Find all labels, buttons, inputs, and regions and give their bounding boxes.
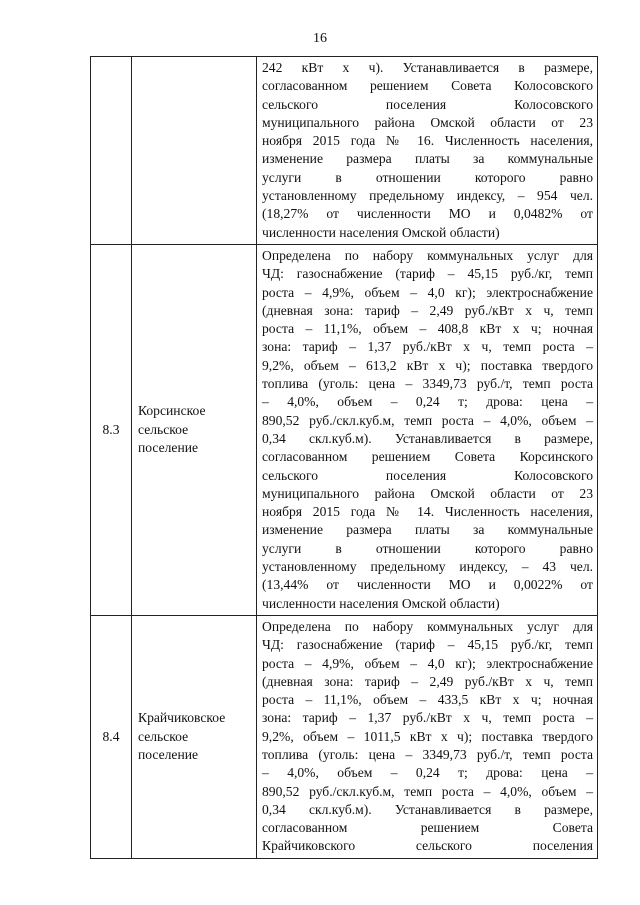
settlement-name-cell [132, 244, 257, 615]
text-line: изменение размера платы за коммунальные [262, 151, 593, 167]
row-number-cell [91, 57, 132, 245]
settlement-name-cell [132, 615, 257, 858]
settlement-name-line: поселение [138, 746, 199, 762]
text-line: (18,27% от численности МО и 0,0482% от [262, 206, 593, 222]
text-line: топлива (уголь: цена – 3349,73 руб./т, темп роста [262, 746, 593, 762]
text-line: установленному предельному индексу, – 43 чел. [262, 559, 593, 575]
row-number-cell: 8.3 [91, 244, 132, 615]
text-line: Крайчиковского сельского поселения [262, 838, 593, 854]
page-number: 16 [313, 31, 327, 46]
text-line: Определена по набору коммунальных услуг для [262, 618, 593, 634]
settlement-name-line: Корсинское [138, 403, 206, 419]
text-line: 9,2%, объем – 613,2 кВт х ч); поставка твердого [262, 357, 593, 373]
description-cell [257, 615, 598, 858]
text-line: 9,2%, объем – 1011,5 кВт х ч); поставка твердого [262, 728, 593, 744]
text-line: топлива (уголь: цена – 3349,73 руб./т, темп роста [262, 376, 593, 392]
text-line: муниципального района Омской области от 23 [262, 114, 593, 130]
text-line: согласованном решением Совета Колосовского [262, 78, 593, 94]
text-line: сельского поселения Колосовского [262, 467, 593, 483]
settlement-name-line: сельское [138, 421, 189, 437]
text-line: согласованном решением Совета Корсинского [262, 449, 593, 465]
text-line: сельского поселения Колосовского [262, 96, 593, 112]
text-line: ноября 2015 года № 16. Численность населения, [262, 133, 593, 149]
text-line: изменение размера платы за коммунальные [262, 522, 593, 538]
table-row [91, 57, 598, 245]
text-line: роста – 4,9%, объем – 4,0 кг); электроснабжение [262, 284, 593, 300]
text-line: согласованном решением Совета [262, 820, 593, 836]
text-line: роста – 11,1%, объем – 408,8 кВт х ч; ночная [262, 321, 593, 337]
text-line: роста – 11,1%, объем – 433,5 кВт х ч; ночная [262, 692, 593, 708]
text-line: ЧД: газоснабжение (тариф – 45,15 руб./кг, темп [262, 266, 593, 282]
text-line: 890,52 руб./скл.куб.м, темп роста – 4,0%, объем – [262, 783, 593, 799]
settlement-name-line: сельское [138, 728, 189, 744]
text-line: – 4,0%, объем – 0,24 т; дрова: цена – [262, 394, 593, 410]
description-cell [257, 57, 598, 245]
text-line: ЧД: газоснабжение (тариф – 45,15 руб./кг, темп [262, 637, 593, 653]
row-number-cell: 8.4 [91, 615, 132, 858]
text-line: установленному предельному индексу, – 954 чел. [262, 188, 593, 204]
text-line: Определена по набору коммунальных услуг для [262, 247, 593, 263]
settlements-table [90, 56, 598, 859]
text-line: зона: тариф – 1,37 руб./кВт х ч, темп роста – [262, 710, 593, 726]
table-row [91, 244, 598, 615]
description-cell [257, 244, 598, 615]
settlement-name-cell [132, 57, 257, 245]
text-line: – 4,0%, объем – 0,24 т; дрова: цена – [262, 765, 593, 781]
text-line: (13,44% от численности МО и 0,0022% от [262, 577, 593, 593]
table-row [91, 615, 598, 858]
text-line: (дневная зона: тариф – 2,49 руб./кВт х ч, темп [262, 302, 593, 318]
text-line: 890,52 руб./скл.куб.м, темп роста – 4,0%, объем – [262, 412, 593, 428]
text-line: роста – 4,9%, объем – 4,0 кг); электроснабжение [262, 655, 593, 671]
text-line: численности населения Омской области) [262, 595, 500, 611]
text-line: зона: тариф – 1,37 руб./кВт х ч, темп роста – [262, 339, 593, 355]
text-line: 0,34 скл.куб.м). Устанавливается в размере, [262, 801, 593, 817]
text-line: (дневная зона: тариф – 2,49 руб./кВт х ч, темп [262, 673, 593, 689]
text-line: муниципального района Омской области от 23 [262, 485, 593, 501]
text-line: услуги в отношении которого равно [262, 540, 593, 556]
settlement-name-line: Крайчиковское [138, 710, 226, 726]
text-line: 0,34 скл.куб.м). Устанавливается в размере, [262, 430, 593, 446]
text-line: численности населения Омской области) [262, 224, 500, 240]
text-line: услуги в отношении которого равно [262, 169, 593, 185]
settlement-name-line: поселение [138, 440, 199, 456]
text-line: 242 кВт х ч). Устанавливается в размере, [262, 60, 593, 75]
text-line: ноября 2015 года № 14. Численность населения, [262, 504, 593, 520]
